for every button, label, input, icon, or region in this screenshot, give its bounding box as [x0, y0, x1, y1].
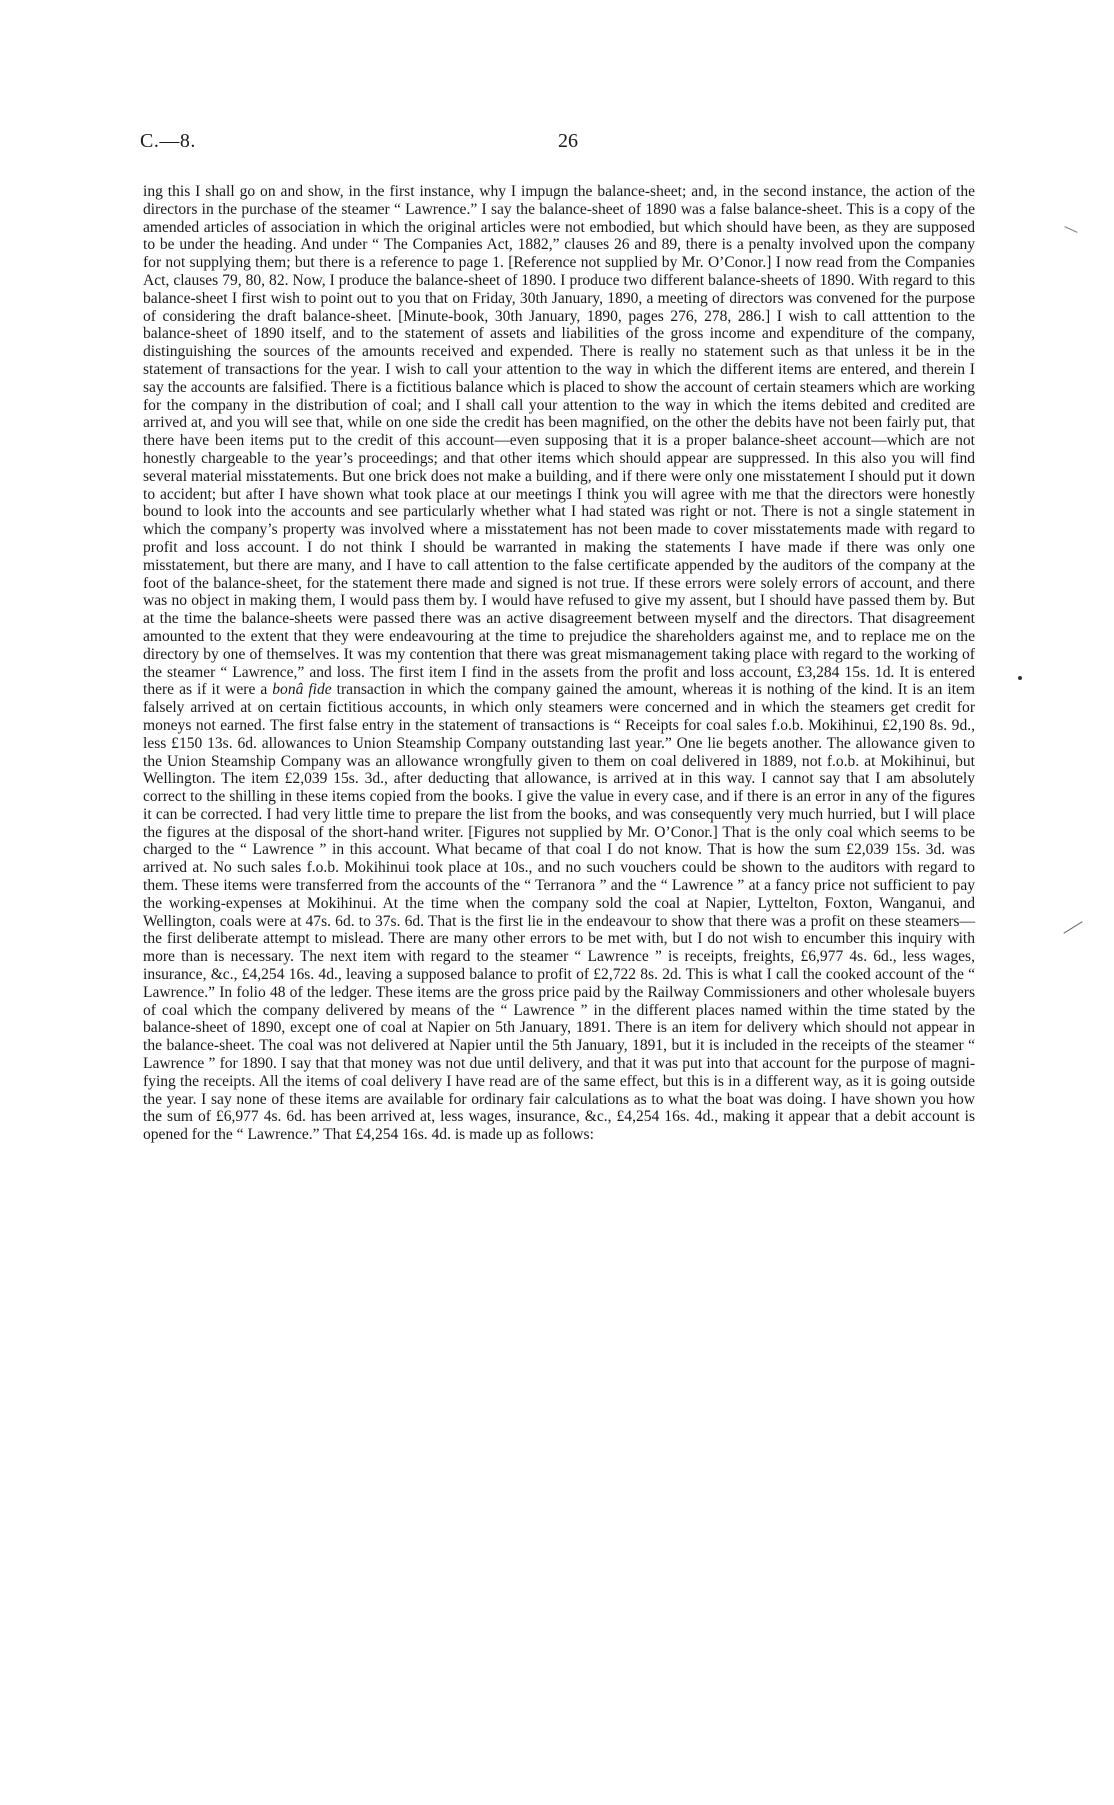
body-text-part-1: ing this I shall go on and show, in the first instance, why I impugn the balance-sheet; and, in the second instance, the action of the directors in the purchase of the steamer “ Lawrence.” I say the balance-sheet of 1890 was a false balance-sheet. This is a copy of the amended articles of association in which the original articles were not embodied, but which should have been, as they are supposed to be under the heading. And under “ The Companies Act, 1882,” clauses 26 and 89, there is a penalty involved upon the company for not supplying them; but there is a reference to page 1. [Reference not supplied by Mr. O’Conor.] I now read from the Companies Act, clauses 79, 80, 82. Now, I produce the balance-sheet of 1890. I produce two different balance-sheets of 1890. With regard to this balance-sheet I first wish to point out to you that on Friday, 30th January, 1890, a meeting of directors was convened for the purpose of considering the draft balance-sheet. [Minute-book, 30th January, 1890, pages 276, 278, 286.] I wish to call atttention to the balance-sheet of 1890 itself, and to the statement of assets and liabilities of the gross income and expenditure of the company, distinguishing the sources of the amounts received and expended. There is really no statement such as that unless it be in the statement of transactions for the year. I wish to call your attention to the way in which the different items are entered, and therein I say the accounts are falsified. There is a fictitious balance which is placed to show the account of certain steamers which are working for the company in the distribution of coal; and I shall call your attention to the way in which the items debited and credited are arrived at, and you will see that, while on one side the credit has been magnified, on the other the debits have not been fairly put, that there have been items put to the credit of this account—even supposing that it is a proper balance-sheet account—which are not honestly chargeable to the year’s proceedings; and that other items which should appear are suppressed. In this also you will find several material misstatements. But one brick does not make a building, and if there were only one misstatement I should put it down to accident; but after I have shown what took place at our meetings I think you will agree with me that the directors were honestly bound to look into the accounts and see particularly whether what I had stated was right or not. There is not a single statement in which the company’s property was involved where a misstatement has not been made to cover misstatements made with regard to profit and loss account. I do not think I should be warranted in making the statements I have made if there was only one misstatement, but there are many, and I have to call attention to the false certificate appended by the auditors of the company at the foot of the balance-sheet, for the statement there made and signed is not true. If these errors were solely errors of account, and there was no object in making them, I would pass them by. I would have refused to give my assent, but I should have passed them by. But at the time the balance-sheets were passed there was an active disagreement between myself and the directors. That disagreement amounted to the extent that they were endeavouring at the time to prejudice the shareholders against me, and to replace me on the directory by one of themselves. It was my contention that there was great mismanagement taking place with regard to the working of the steamer “ Lawrence,” and loss. The first item I find in the assets from the profit and loss account, £3,284 15s. 1d. It is entered there as if it were a: [143, 183, 975, 699]
body-paragraph: [143, 183, 975, 1144]
margin-mark-dot: [1018, 676, 1022, 680]
document-reference: C.—8.: [140, 130, 196, 152]
body-text-part-2: transaction in which the company gained the amount, whereas it is nothing of the kind. It is an item falsely arrived at on certain fictitious accounts, in which only steamers were concerned and in which the steamers get credit for moneys not earned. The first false entry in the statement of transactions is “ Receipts for coal sales f.o.b. Mokihinui, £2,190 8s. 9d., less £150 13s. 6d. allowances to Union Steamship Company outstanding last year.” One lie begets another. The allowance given to the Union Steamship Company was an allowance wrongfully given to them on coal delivered in 1889, not f.o.b. at Mokihinui, but Wellington. The item £2,039 15s. 3d., after deducting that allowance, is arrived at in this way. I cannot say that I am absolutely correct to the shilling in these items copied from the books. I give the value in every case, and if there is an error in any of the figures it can be corrected. I had very little time to prepare the list from the books, and was consequently very much hurried, but I will place the figures at the disposal of the short-hand writer. [Figures not supplied by Mr. O’Conor.] That is the only coal which seems to be charged to the “ Lawrence ” in this account. What became of that coal I do not know. That is how the sum £2,039 15s. 3d. was arrived at. No such sales f.o.b. Mokihinui took place at 10s., and no such vouchers could be shown to the auditors with regard to them. These items were transferred from the accounts of the “ Terranora ” and the “ Lawrence ” at a fancy price not sufficient to pay the working-expenses at Mokihinui. At the time when the company sold the coal at Napier, Lyttelton, Foxton, Wanganui, and Wellington, coals were at 47s. 6d. to 37s. 6d. That is the first lie in the endeavour to show that there was a profit on these steamers—the first deliberate attempt to mislead. There are many other errors to be met with, but I do not wish to encumber this inquiry with more than is necessary. The next item with regard to the steamer “ Lawrence ” is receipts, freights, £6,977 4s. 6d., less wages, insurance, &c., £4,254 16s. 4d., leaving a supposed balance to profit of £2,722 8s. 2d. This is what I call the cooked account of the “ Lawrence.” In folio 48 of the ledger. These items are the gross price paid by the Railway Commissioners and other wholesale buyers of coal which the company delivered by means of the “ Lawrence ” in the different places named within the time stated by the balance-sheet of 1890, except one of coal at Napier on 5th January, 1891. There is an item for delivery which should not appear in the balance-sheet. The coal was not delivered at Napier until the 5th January, 1891, but it is included in the receipts of the steamer “ Lawrence ” for 1890. I say that that money was not due until delivery, and that it was put into that account for the purpose of magni-fying the receipts. All the items of coal delivery I have read are of the same effect, but this is in a different way, as it is going outside the year. I say none of these items are available for ordinary fair calculations as to what the boat was doing. I have shown you how the sum of £6,977 4s. 6d. has been arrived at, less wages, insurance, &c., £4,254 16s. 4d., making it appear that a debit account is opened for the “ Lawrence.” That £4,254 16s. 4d. is made up as follows:: [143, 681, 975, 1144]
page-number: 26: [558, 130, 578, 152]
running-head: [140, 130, 1100, 160]
margin-mark-dash: [1064, 226, 1077, 233]
italic-phrase: bonâ fide: [272, 681, 332, 699]
margin-mark-tick: [1063, 921, 1082, 934]
body-text: [143, 183, 975, 1144]
